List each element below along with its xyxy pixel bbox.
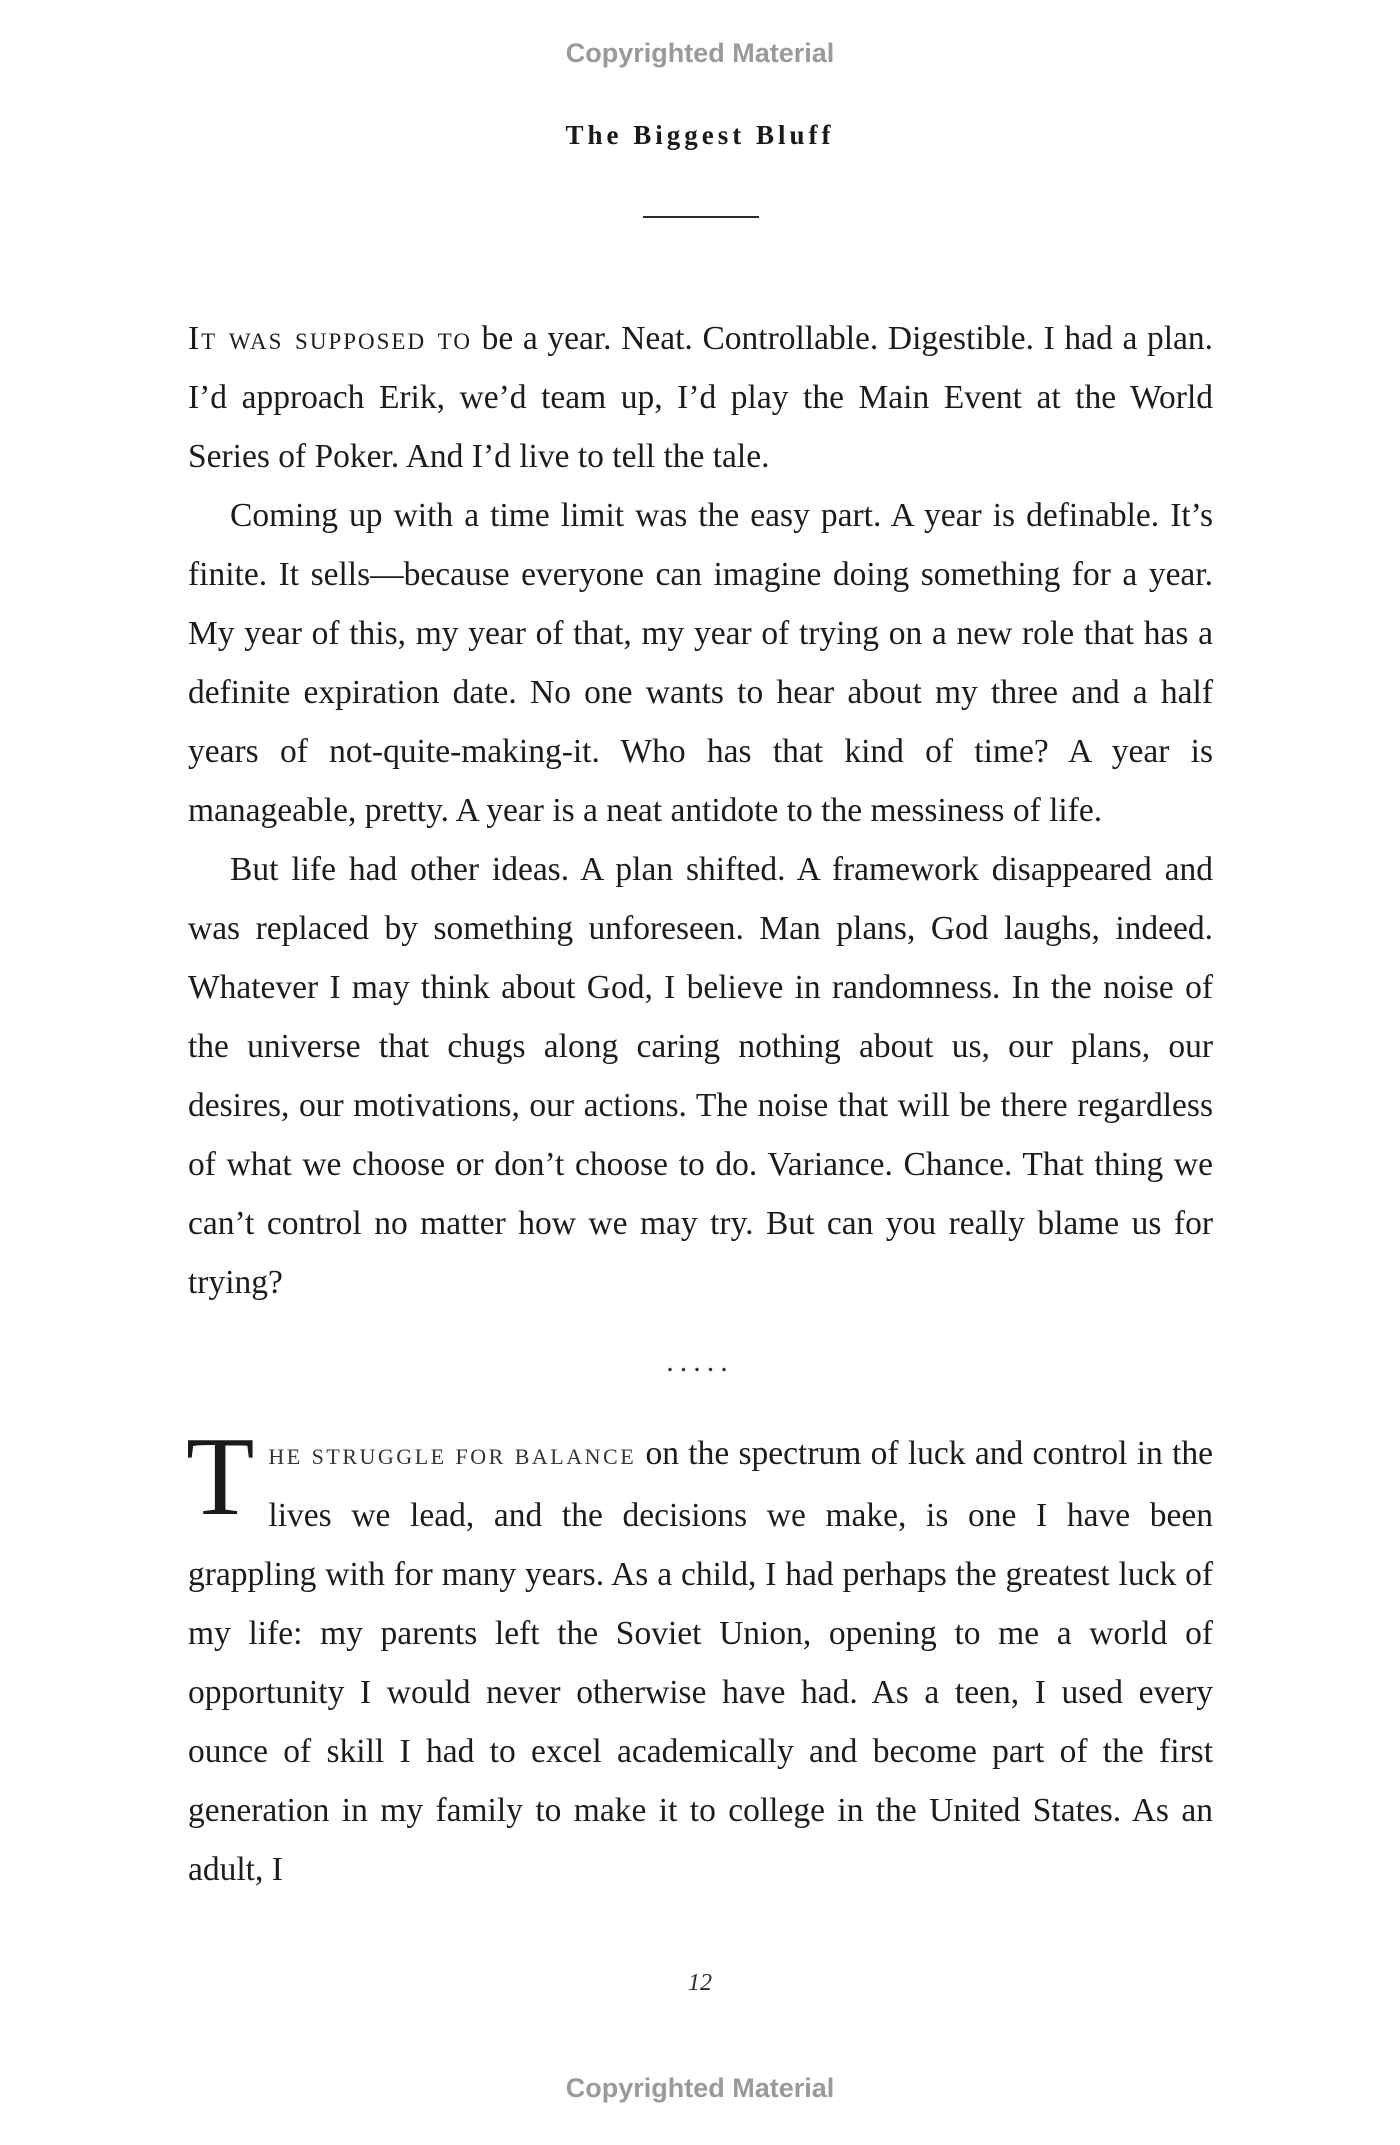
section-one-text — [188, 309, 1213, 1312]
paragraph-1-body: be a year. Neat. Controllable. Digestible. I had a plan. I’d approach Erik, we’d team up, I’d play the Main Event at the World Series of Poker. And I’d live to tell the tale. — [188, 320, 1213, 475]
copyright-watermark-bottom: Copyrighted Material — [565, 2073, 835, 2103]
copyright-watermark-top: Copyrighted Material — [565, 38, 835, 68]
paragraph-1 — [188, 309, 1213, 486]
section-break-dots: ..... — [666, 1345, 734, 1378]
section-two-text — [186, 1415, 1213, 1899]
title-rule — [643, 216, 759, 218]
paragraph-4-body: on the spectrum of luck and control in the lives we lead, and the decisions we make, is one I have been grappling with for many years. As a child, I had perhaps the greatest luck of my life: my parents left the Soviet Union, opening to me a world of opportunity I would never otherwise have had. As a teen, I used every ounce of skill I had to excel academically and become part of the first generation in my family to make it to college in the United States. As an adult, I — [188, 1435, 1213, 1888]
paragraph-3: But life had other ideas. A plan shifted. A framework disappeared and was replaced by something unforeseen. Man plans, God laughs, indeed. Whatever I may think about God, I believe in randomness. In the noise of the universe that chugs along caring nothing about us, our plans, our desires, our motivations, our actions. The noise that will be there regardless of what we choose or don’t choose to do. Variance. Chance. That thing we can’t control no matter how we may try. But can you really blame us for trying? — [188, 851, 1213, 1301]
running-head-title: The Biggest Bluff — [565, 120, 835, 150]
paragraph-4 — [186, 1415, 1213, 1899]
page-number: 12 — [688, 1970, 712, 1996]
drop-cap: T — [186, 1415, 255, 1539]
paragraph-4-smallcaps-lead: HE STRUGGLE FOR BALANCE — [268, 1444, 637, 1469]
paragraph-1-smallcaps-lead: It was supposed to — [188, 320, 472, 357]
paragraph-2: Coming up with a time limit was the easy part. A year is definable. It’s finite. It sells—because everyone can imagine doing something for a year. My year of this, my year of that, my year of trying on a new role that has a definite expiration date. No one wants to hear about my three and a half years of not-quite-making-it. Who has that kind of time? A year is manageable, pretty. A year is a neat antidote to the messiness of life. — [188, 497, 1213, 829]
